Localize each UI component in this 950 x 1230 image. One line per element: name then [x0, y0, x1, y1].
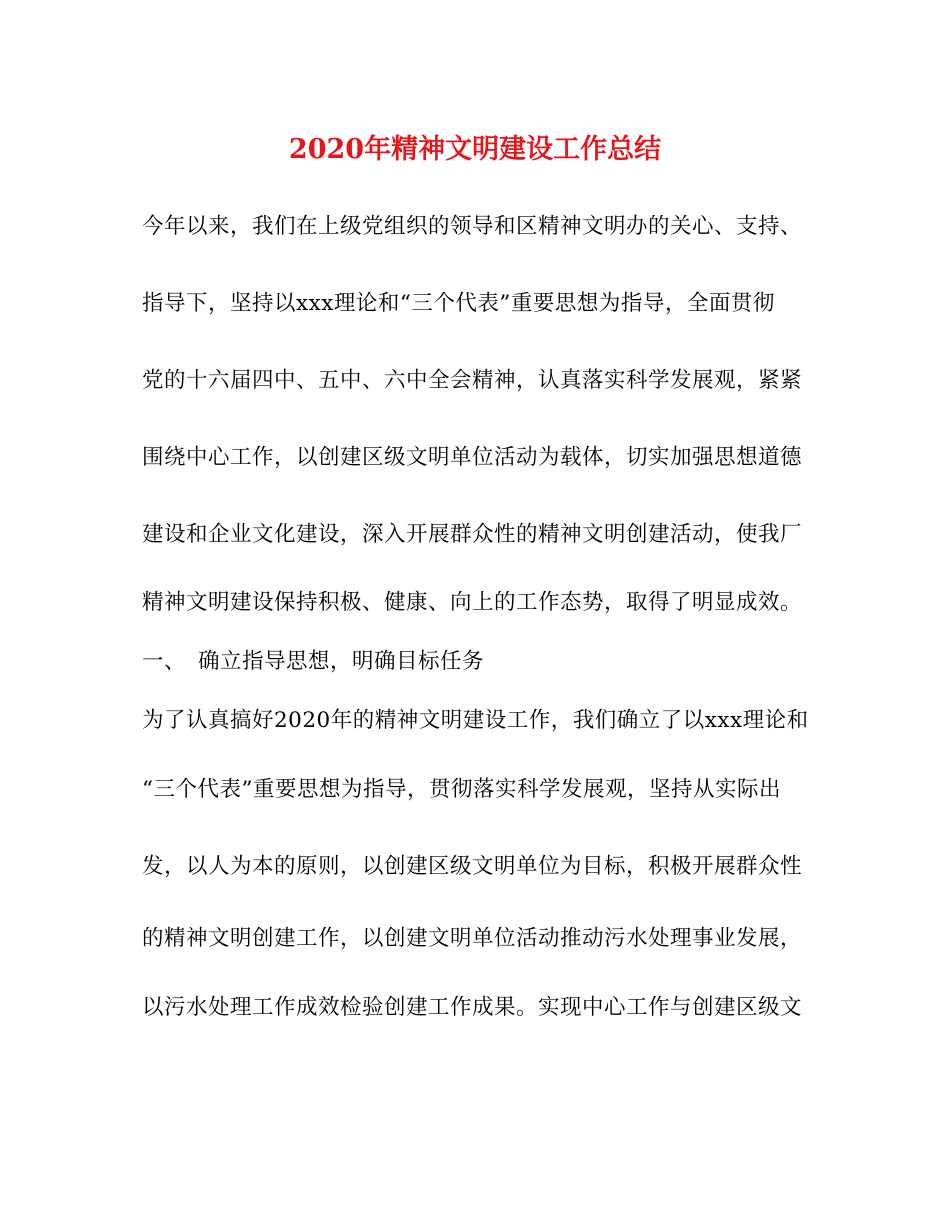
paragraph-line: 党的十六届四中、五中、六中全会精神，认真落实科学发展观，紧紧 [142, 368, 803, 393]
paragraph-line: 发，以人为本的原则，以创建区级文明单位为目标，积极开展群众性 [142, 854, 803, 879]
paragraph-line: 今年以来，我们在上级党组织的领导和区精神文明办的关心、支持、 [142, 214, 803, 239]
paragraph-line: 以污水处理工作成效检验创建工作成果。实现中心工作与创建区级文 [142, 995, 803, 1020]
paragraph-line: 的精神文明创建工作，以创建文明单位活动推动污水处理事业发展， [142, 926, 803, 951]
section-heading-text: 确立指导思想，明确目标任务 [198, 649, 485, 674]
paragraph-line: 精神文明建设保持积极、健康、向上的工作态势，取得了明显成效。 [142, 590, 803, 615]
paragraph-line: 建设和企业文化建设，深入开展群众性的精神文明创建活动，使我厂 [142, 522, 803, 547]
paragraph-line: 为了认真搞好2020年的精神文明建设工作，我们确立了以xxx理论和 [142, 708, 809, 733]
section-heading [142, 647, 822, 677]
document-title: 2020年精神文明建设工作总结 [288, 134, 662, 165]
paragraph-line: “三个代表”重要思想为指导，贯彻落实科学发展观，坚持从实际出 [142, 777, 781, 802]
section-number: 一、 [142, 649, 187, 674]
paragraph-line: 围绕中心工作，以创建区级文明单位活动为载体，切实加强思想道德 [142, 445, 803, 470]
paragraph-line: 指导下，坚持以xxx理论和“三个代表”重要思想为指导，全面贯彻 [142, 291, 775, 316]
